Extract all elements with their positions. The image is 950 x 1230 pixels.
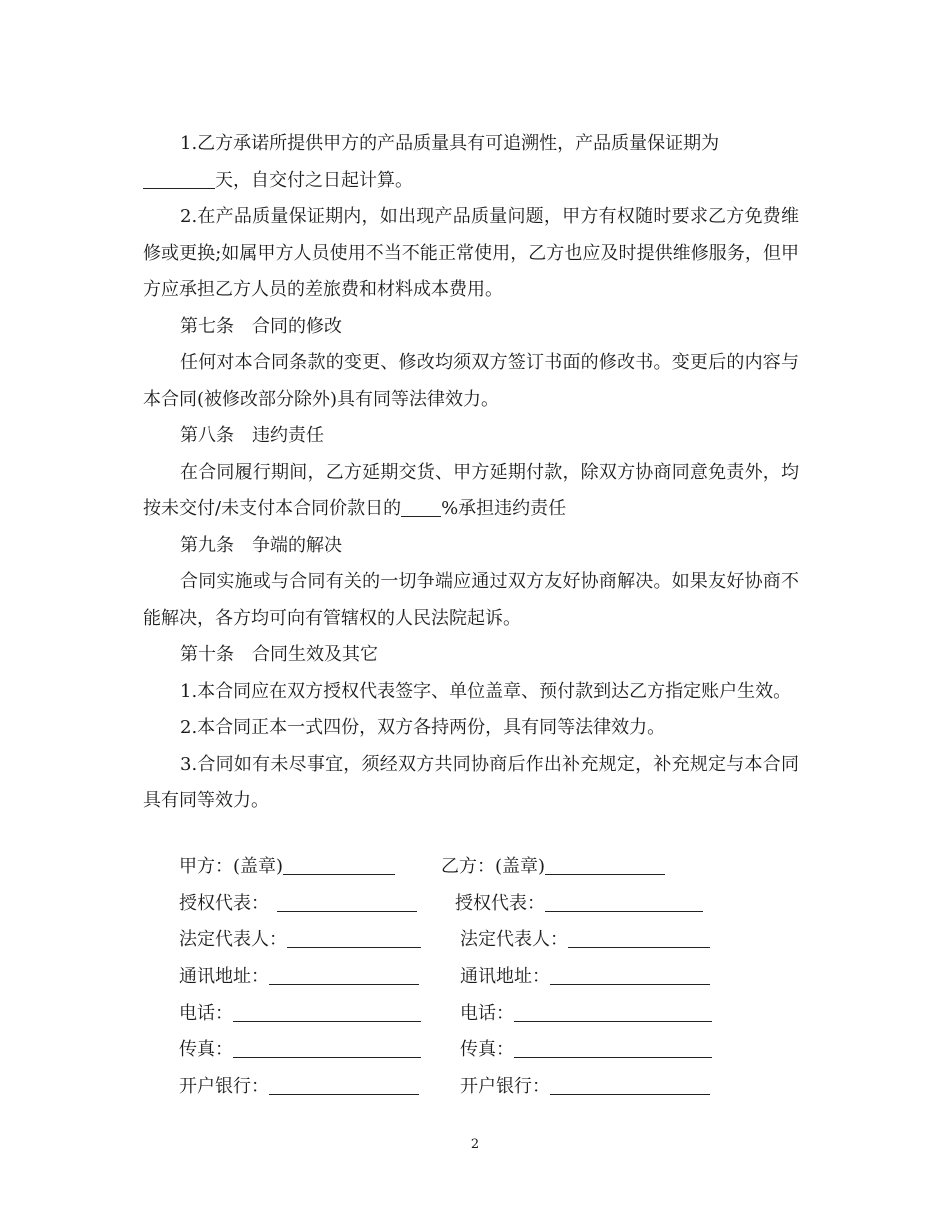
page-number: 2 — [470, 1137, 480, 1152]
party-b-seal-line — [545, 856, 665, 875]
party-a-phone-label: 电话： — [179, 1002, 233, 1024]
party-a-seal-label: 甲方：(盖章) — [179, 856, 284, 877]
party-b-phone — [460, 999, 712, 1025]
party-b-legal — [460, 925, 710, 951]
party-a-bank — [179, 1072, 419, 1098]
party-a-legal-line — [287, 929, 421, 948]
party-a-rep-label: 授权代表： — [179, 892, 269, 914]
party-a-phone-line — [233, 1003, 421, 1022]
section-heading-7: 第七条 合同的修改 — [180, 315, 342, 337]
liability-clause — [143, 455, 799, 528]
party-b-fax-line — [514, 1039, 712, 1058]
penalty-rate-blank — [401, 498, 441, 517]
party-b-phone-line — [514, 1003, 712, 1022]
party-b-phone-label: 电话： — [460, 1002, 514, 1024]
party-a-address — [179, 962, 419, 988]
effect-clause-3: 3.合同如有未尽事宜，须经双方共同协商后作出补充规定，补充规定与本合同具有同等效力。 — [143, 753, 799, 811]
party-b-fax-label: 传真： — [460, 1039, 514, 1061]
party-a-address-label: 通讯地址： — [179, 966, 269, 988]
party-a-fax — [179, 1035, 421, 1061]
party-b-fax — [460, 1035, 712, 1061]
party-b-legal-label: 法定代表人： — [460, 929, 568, 951]
warranty-clause-2: 2.在产品质量保证期内，如出现产品质量问题，甲方有权随时要求乙方免费维修或更换;如属甲方人员使用不当不能正常使用，乙方也应及时提供维修服务，但甲方应承担乙方人员的差旅费和材料成本费用。 — [143, 206, 799, 300]
warranty-days-blank — [143, 170, 215, 189]
party-b-bank-line — [550, 1076, 710, 1095]
warranty-clause-1-cont — [143, 163, 799, 200]
party-b-address-line — [550, 966, 710, 985]
party-a-rep-line — [277, 893, 417, 912]
warranty-clause-1 — [143, 126, 799, 163]
party-a-bank-label: 开户银行： — [179, 1076, 269, 1098]
party-a-seal — [179, 852, 395, 878]
liability-clause-text: 在合同履行期间，乙方延期交货、甲方延期付款，除双方协商同意免责外，均按未交付/未支付本合同价款日的 — [143, 461, 799, 519]
party-a-fax-line — [233, 1039, 421, 1058]
liability-clause-tail: %承担违约责任 — [441, 498, 567, 519]
section-heading-10: 第十条 合同生效及其它 — [180, 644, 378, 665]
party-b-rep — [455, 889, 703, 915]
party-b-rep-label: 授权代表： — [455, 892, 545, 914]
party-b-legal-line — [568, 929, 710, 948]
party-a-seal-line — [283, 856, 395, 875]
party-b-bank-label: 开户银行： — [460, 1076, 550, 1098]
party-a-legal-label: 法定代表人： — [179, 929, 287, 951]
effect-clause-1: 1.本合同应在双方授权代表签字、单位盖章、预付款到达乙方指定账户生效。 — [180, 680, 792, 702]
party-a-phone — [179, 999, 421, 1025]
party-a-address-line — [269, 966, 419, 985]
party-a-fax-label: 传真： — [179, 1039, 233, 1061]
section-heading-8: 第八条 违约责任 — [180, 425, 324, 446]
party-b-bank — [460, 1072, 710, 1098]
party-b-seal-label: 乙方：(盖章) — [441, 856, 546, 877]
party-b-seal — [441, 852, 665, 878]
party-b-rep-line — [545, 893, 703, 912]
effect-clause-2: 2.本合同正本一式四份，双方各持两份，具有同等法律效力。 — [180, 717, 666, 738]
party-a-legal — [179, 925, 421, 951]
section-heading-9: 第九条 争端的解决 — [180, 534, 342, 556]
modification-clause: 任何对本合同条款的变更、修改均须双方签订书面的修改书。变更后的内容与本合同(被修改部分除外)具有同等法律效力。 — [143, 352, 799, 410]
warranty-clause-1-cont-text: 天，自交付之日起计算。 — [215, 169, 413, 191]
dispute-clause: 合同实施或与合同有关的一切争端应通过双方友好协商解决。如果友好协商不能解决，各方均可向有管辖权的人民法院起诉。 — [143, 571, 799, 629]
warranty-clause-1-text: 1.乙方承诺所提供甲方的产品质量具有可追溯性，产品质量保证期为 — [180, 133, 720, 154]
party-b-address-label: 通讯地址： — [460, 966, 550, 988]
party-b-address — [460, 962, 710, 988]
contract-body — [143, 126, 799, 820]
party-a-rep — [179, 889, 417, 915]
party-a-bank-line — [269, 1076, 419, 1095]
